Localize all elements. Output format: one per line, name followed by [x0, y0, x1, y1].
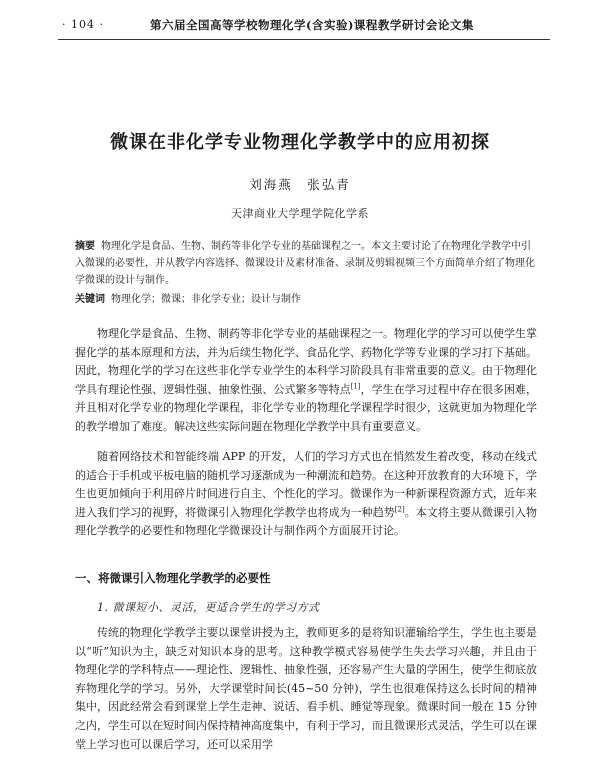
paragraph-text-tail: ，学生在学习过程中存在很多困难，并且相对化学专业的物理化学课程，非化学专业的物理化学课程学时很少，这就更加为物理化学的教学增加了难度。解决这些实际问题在物理化学教学中具有重要意义。: [75, 382, 537, 433]
abstract-text: 物理化学是食品、生物、制药等非化学专业的基础课程之一。本文主要讨论了在物理化学教学中引入微课的必要性，并从教学内容选择、微课设计及素材准备、录制及剪辑视频三个方面简单介绍了物理化学微课的设计与制作。: [75, 241, 535, 286]
page-number: · 104 ·: [62, 18, 104, 31]
header-divider: [58, 39, 550, 40]
paragraph-text: 随着网络技术和智能终端 APP 的开发，人们的学习方式也在悄然发生着改变，移动在线式的适合于手机或平板电脑的随机学习逐渐成为一种潮流和趋势。在这种开放教育的大环境下，学生也更加倾向于利用碎片时间进行自主、个性化的学习。微课作为一种新课程资源方式，近年来进入我们学习的视野，将微课引入物理化学教学也将成为一种趋势: [75, 450, 537, 519]
abstract: [75, 238, 537, 289]
section-heading: 一、将微课引入物理化学教学的必要性: [75, 571, 271, 585]
paragraph-text-tail: 。本文将主要从微课引入物理化学教学的必要性和物理化学微课设计与制作两个方面展开讨论。: [75, 505, 538, 538]
subsection-heading: 1. 微课短小、灵活，更适合学生的学习方式: [97, 601, 320, 614]
abstract-label: 摘要: [75, 241, 95, 252]
article-authors: 刘海燕 张弘青: [249, 177, 351, 192]
citation-ref: [1]: [350, 382, 361, 391]
body-paragraph-3: [75, 624, 537, 754]
body-paragraph-2: [75, 448, 537, 541]
keywords: [75, 291, 537, 308]
keywords-text: 物理化学；微课；非化学专业；设计与制作: [111, 294, 301, 305]
body-paragraph-1: [75, 325, 537, 437]
paragraph-text: 物理化学是食品、生物、制药等非化学专业的基础课程之一。物理化学的学习可以使学生掌握化学的基本原理和方法，并为后续生物化学、食品化学、药物化学等专业课的学习打下基础。因此，物理化学的学习在这些非化学专业学生的本科学习阶段具有非常重要的意义。由于物理化学具有理论性强、逻辑性强、抽象性强、公式繁多等特点: [75, 327, 537, 396]
paragraph-text: 传统的物理化学教学主要以课堂讲授为主，教师更多的是将知识灌输给学生，学生也主要是以“听”知识为主，缺乏对知识本身的思考。这种教学模式容易使学生失去学习兴趣，并且由于物理化学的学科特点——理论性、逻辑性、抽象性强，还容易产生大量的学困生，使学生彻底放弃物理化学的学习。另外，大学课堂时间长(45~50 分钟)，学生也很难保持这么长时间的精神集中，因此经常会看到课堂上学生走神、说话、看手机、睡觉等现象。微课时间一般在 15 分钟之内，学生可以在短时间内保持精神高度集中，有利于学习，而且微课形式灵活，学生可以在课堂上学习也可以课后学习，还可以采用学: [75, 626, 537, 751]
running-header: 第六届全国高等学校物理化学(含实验)课程教学研讨会论文集: [150, 18, 474, 32]
citation-ref: [2]: [394, 505, 405, 514]
article-title: 微课在非化学专业物理化学教学中的应用初探: [110, 132, 490, 153]
article-affiliation: 天津商业大学理学院化学系: [231, 207, 369, 220]
keywords-label: 关键词: [75, 294, 105, 305]
